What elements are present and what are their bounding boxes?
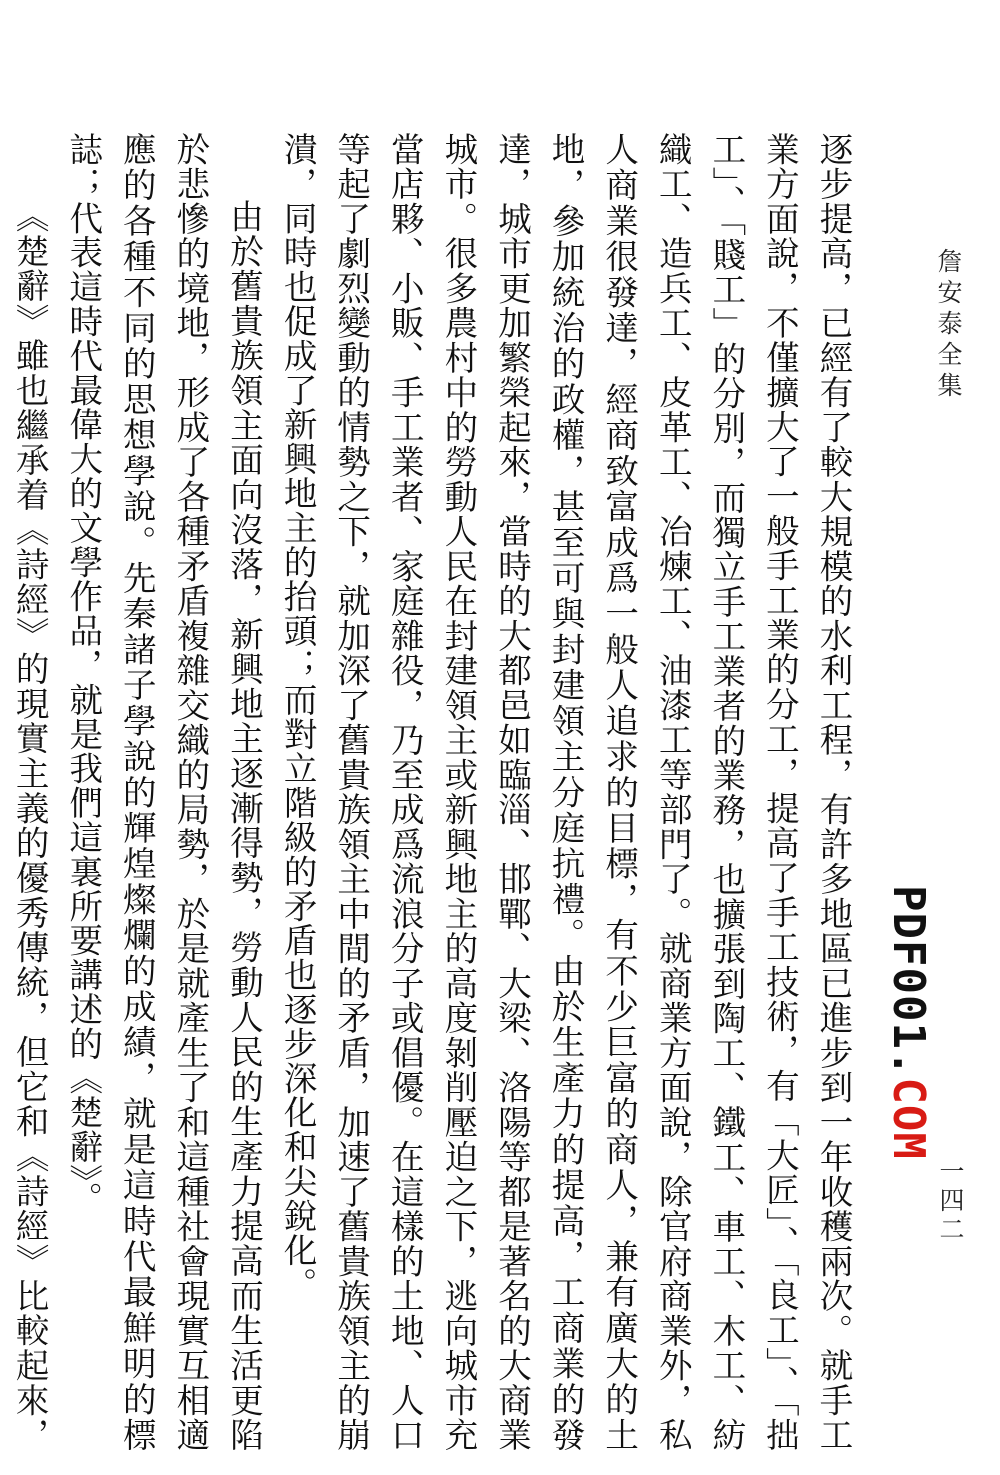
watermark [883, 885, 934, 1160]
watermark-main-text: PDF001. [883, 885, 934, 1078]
page-number: 一四二 [936, 1158, 965, 1245]
body-text [0, 132, 860, 1452]
paragraph-2: 由於舊貴族領主面向沒落，新興地主逐漸得勢，勞動人民的生產力提高而生活更陷於悲慘的境地，形成了各種矛盾複雜交織的局勢，於是就產生了和這種社會現實互相適應的各種不同的思想學說。先秦諸子學說的輝煌燦爛的成績，就是這時代最鮮明的標誌；代表這時代最偉大的文學作品，就是我們這裏所要講述的《楚辭》。 [63, 132, 264, 1452]
paragraph-3: 《楚辭》雖也繼承着《詩經》的現實主義的優秀傳統，但它和《詩經》比較起來， [10, 199, 50, 1452]
watermark-accent-text: COM [883, 1077, 934, 1160]
running-header-title: 詹安泰全集 [934, 248, 963, 403]
paragraph-1: 逐步提高，已經有了較大規模的水利工程，有許多地區已進步到一年收穫兩次。就手工業方面說，不僅擴大了一般手工業的分工，提高了手工技術，有「大匠」、「良工」、「拙工」、「賤工」的分別，而獨立手工業者的業務，也擴張到陶工、鐵工、車工、木工、紡織工、造兵工、皮革工、冶煉工、油漆工等部門了。就商業方面說，除官府商業外，私人商業很發達，經商致富成爲一般人追求的目標，有不少巨富的商人，兼有廣大的土地，參加統治的政權，甚至可與封建領主分庭抗禮。由於生產力的提高，工商業的發達，城市更加繁榮起來，當時的大都邑如臨淄、邯鄲、大梁、洛陽等都是著名的大商業城市。很多農村中的勞動人民在封建領主或新興地主的高度剝削壓迫之下，逃向城市充當店夥、小販、手工業者、家庭雜役，乃至成爲流浪分子或倡優。在這樣的土地、人口等起了劇烈變動的情勢之下，就加深了舊貴族領主中間的矛盾，加速了舊貴族領主的崩潰，同時也促成了新興地主的抬頭；而對立階級的矛盾也逐步深化和尖銳化。 [278, 132, 853, 1452]
